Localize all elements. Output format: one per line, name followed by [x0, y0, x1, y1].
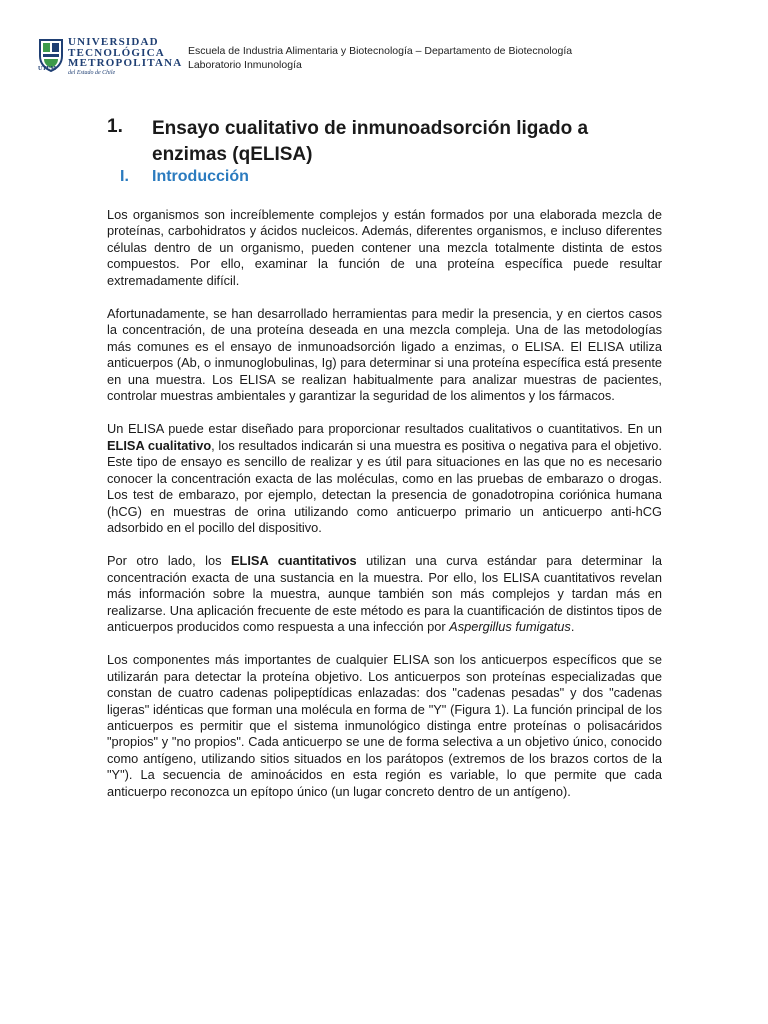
paragraph-3-text-a: Un ELISA puede estar diseñado para proporcionar resultados cualitativos o cuantitativos. En un	[107, 421, 662, 437]
header-line-1: Escuela de Industria Alimentaria y Biotecnología – Departamento de Biotecnología	[188, 45, 573, 57]
section-number: 1.	[107, 116, 123, 137]
paragraph-5: Los componentes más importantes de cualquier ELISA son los anticuerpos específicos que se utilizarán para detectar la proteína objetivo. Los anticuerpos son proteínas especializadas que constan de cuatro cadenas polipeptídicas enlazadas: dos "cadenas pesadas" y dos "cadenas ligeras" idénticas que forman una molécula en forma de "Y" (Figura 1). La función principal de los anticuerpos es permitir que el sistema inmunológico distinga entre proteínas o polisacáridos "propios" y "no propios". Cada anticuerpo se une de forma selectiva a un objetivo único, conocido como antígeno, utilizando sitios situados en los parátopos (extremos de los brazos cortos de la "Y"). La secuencia de aminoácidos en esta región es variable, lo que permite que cada anticuerpo reconozca un epítopo único (un lugar concreto dentro de un antígeno).	[107, 652, 662, 799]
paragraph-4-text-a: Por otro lado, los	[107, 553, 231, 569]
paragraph-3	[107, 421, 662, 536]
paragraph-4	[107, 553, 662, 635]
logo-line-1: UNIVERSIDAD	[68, 36, 159, 48]
logo-line-2: TECNOLÓGICA	[68, 46, 165, 59]
paragraph-4-text-c: utilizan una curva estándar para determinar la concentración exacta de una sustancia en la muestra. Por ello, los ELISA cuantitativos revelan más información sobre la muestra, aunque también son más complejos y tardan más en realizarse. Una aplicación frecuente de este método es para la cuantificación de distintos tipos de anticuerpos producidos como respuesta a una infección por	[107, 553, 663, 634]
section-title: Ensayo cualitativo de inmunoadsorción ligado a enzimas (qELISA)	[152, 118, 589, 165]
elisa-cualitativo-term: ELISA cualitativo	[107, 437, 212, 453]
subsection-number: I.	[120, 168, 129, 185]
logo-wordmark	[68, 37, 198, 77]
logo-line-3: METROPOLITANA	[68, 57, 183, 69]
logo-subtitle: del Estado de Chile	[68, 69, 116, 76]
document-body	[107, 207, 662, 817]
paragraph-4-text-e: .	[570, 618, 575, 634]
elisa-cuantitativos-term: ELISA cuantitativos	[231, 553, 357, 569]
header-text	[188, 44, 572, 72]
species-name: Aspergillus fumigatus	[449, 618, 571, 634]
logo-abbreviation: UTEM	[38, 66, 56, 72]
page-header	[38, 38, 738, 76]
paragraph-3-text-c: , los resultados indicarán si una muestra es positiva o negativa para el objetivo. Este tipo de ensayo es sencillo de realizar y es útil para situaciones en las que no es necesario conocer la concentración exacta de las moléculas, como en las pruebas de embarazo o drogas. Los test de embarazo, por ejemplo, detectan la presencia de gonadotropina coriónica humana (hCG) en muestras de orina utilizando como anticuerpo primario un anticuerpo anti-hCG adsorbido en el pocillo del dispositivo.	[107, 437, 662, 535]
subsection-title: Introducción	[152, 168, 249, 185]
paragraph-2: Afortunadamente, se han desarrollado herramientas para medir la presencia, y en ciertos casos la concentración, de una proteína deseada en una mezcla compleja. Una de las metodologías más comunes es el ensayo de inmunoadsorción ligado a enzimas, o ELISA. El ELISA utiliza anticuerpos (Ab, o inmunoglobulinas, Ig) para determinar si una proteína específica está presente en una muestra. Los ELISA se realizan habitualmente para analizar muestras de pacientes, controlar muestras ambientales y garantizar la seguridad de los alimentos y los fármacos.	[107, 306, 662, 404]
subsection-heading	[120, 168, 249, 186]
header-line-2: Laboratorio Inmunología	[188, 59, 302, 71]
university-logo	[38, 38, 188, 74]
paragraph-1: Los organismos son increíblemente complejos y están formados por una elaborada mezcla de proteínas, carbohidratos y ácidos nucleicos. Además, diferentes organismos, e incluso diferentes células dentro de un organismo, pueden contener una mezcla totalmente distinta de estos compuestos. Por ello, examinar la función de una proteína específica puede resultar extremadamente difícil.	[107, 207, 662, 288]
